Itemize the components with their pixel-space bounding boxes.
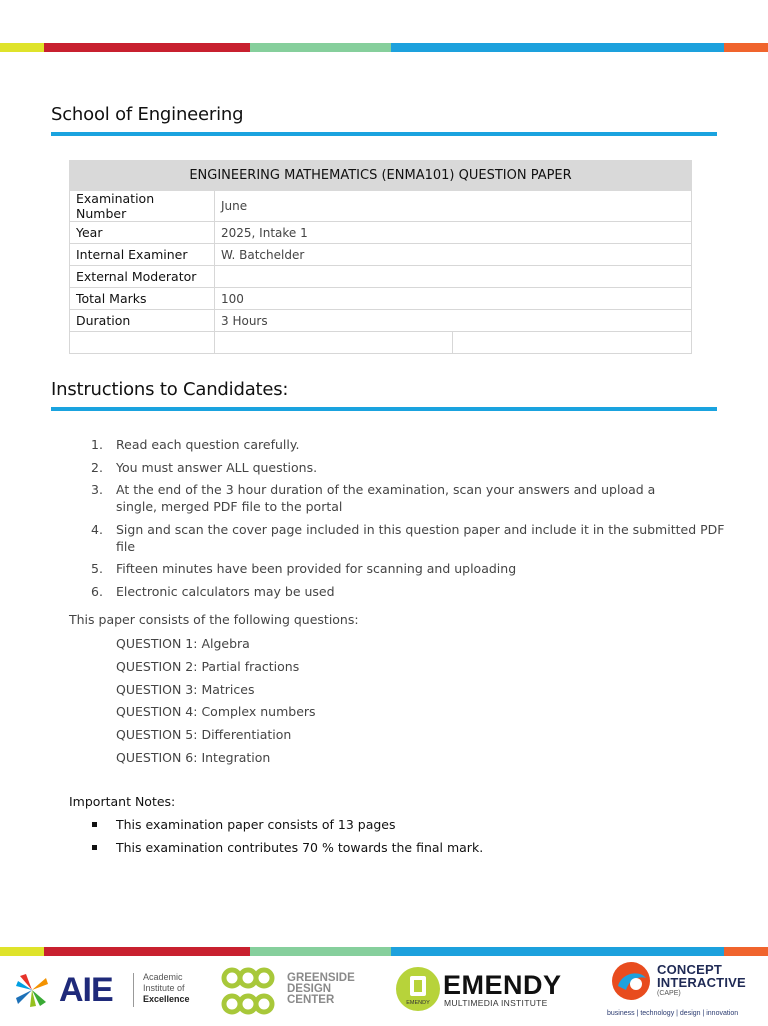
list-item: QUESTION 1: Algebra	[116, 636, 250, 651]
row-value: 100	[215, 288, 692, 310]
aie-subtitle: Academic Institute of Excellence	[143, 972, 190, 1004]
list-item: QUESTION 2: Partial fractions	[116, 658, 300, 674]
instructions-title: Instructions to Candidates:	[51, 379, 289, 400]
table-row-empty	[70, 332, 692, 354]
list-item: This examination paper consists of 13 pages	[92, 816, 483, 839]
row-label: Internal Examiner	[70, 244, 215, 266]
row-value	[215, 266, 692, 288]
list-item: 3. At the end of the 3 hour duration of the examination, scan your answers and upload a single, merged PDF file to the portal	[91, 482, 656, 514]
cape-abbr: (CAPE)	[657, 990, 681, 997]
aie-wordmark: AIE	[59, 971, 113, 1009]
table-row	[70, 310, 692, 332]
row-value: W. Batchelder	[215, 244, 692, 266]
table-row	[70, 244, 692, 266]
table-row	[70, 191, 692, 222]
notes-list	[92, 816, 483, 861]
bottom-color-stripe	[0, 947, 768, 956]
list-item: 5. Fifteen minutes have been provided for scanning and uploading	[91, 561, 517, 576]
heading-rule	[51, 132, 717, 136]
notes-title: Important Notes:	[69, 794, 176, 809]
cape-tagline: business | technology | design | innovation	[607, 1010, 739, 1017]
emendy-badge-icon	[395, 966, 441, 1012]
paper-info-table	[69, 160, 692, 354]
square-bullet-icon	[92, 822, 97, 827]
list-item: 2. You must answer ALL questions.	[91, 459, 318, 475]
empty-cell	[70, 332, 215, 354]
row-label: External Moderator	[70, 266, 215, 288]
svg-text:EMENDY: EMENDY	[406, 1000, 430, 1006]
list-item: QUESTION 3: Matrices	[116, 681, 255, 697]
empty-cell	[453, 332, 692, 354]
row-label: Examination Number	[70, 191, 215, 222]
list-item: 1. Read each question carefully.	[91, 437, 300, 452]
list-item: QUESTION 6: Integration	[116, 749, 271, 765]
table-row	[70, 288, 692, 310]
top-color-stripe	[0, 43, 768, 52]
row-label: Duration	[70, 310, 215, 332]
paper-title: ENGINEERING MATHEMATICS (ENMA101) QUESTION PAPER	[70, 161, 692, 191]
questions-intro: This paper consists of the following questions:	[69, 612, 359, 627]
list-item: 4. Sign and scan the cover page included in this question paper and include it in the submitted PDF file	[91, 521, 725, 554]
row-label: Total Marks	[70, 288, 215, 310]
row-label: Year	[70, 222, 215, 244]
cape-swirl-icon	[610, 960, 652, 1002]
table-row	[70, 222, 692, 244]
list-item: 6. Electronic calculators may be used	[91, 583, 335, 599]
row-value: June	[215, 191, 692, 222]
gdc-logo-icon	[220, 964, 276, 1020]
list-item: QUESTION 4: Complex numbers	[116, 704, 316, 720]
gdc-wordmark: GREENSIDE DESIGN CENTER	[287, 972, 355, 1006]
row-value: 2025, Intake 1	[215, 222, 692, 244]
empty-cell	[215, 332, 453, 354]
aie-logo	[12, 970, 202, 1026]
cape-wordmark: CONCEPT INTERACTIVE	[657, 962, 746, 990]
table-row	[70, 266, 692, 288]
heading-rule	[51, 407, 717, 411]
instructions-list	[88, 436, 728, 605]
list-item: This examination contributes 70 % towards the final mark.	[92, 839, 483, 862]
school-title: School of Engineering	[51, 104, 244, 125]
row-value: 3 Hours	[215, 310, 692, 332]
list-item: QUESTION 5: Differentiation	[116, 727, 292, 743]
aie-star-icon	[12, 970, 52, 1010]
emendy-subtitle: MULTIMEDIA INSTITUTE	[444, 998, 548, 1008]
emendy-wordmark: EMENDY	[443, 970, 562, 1000]
questions-list	[116, 635, 316, 772]
square-bullet-icon	[92, 845, 97, 850]
